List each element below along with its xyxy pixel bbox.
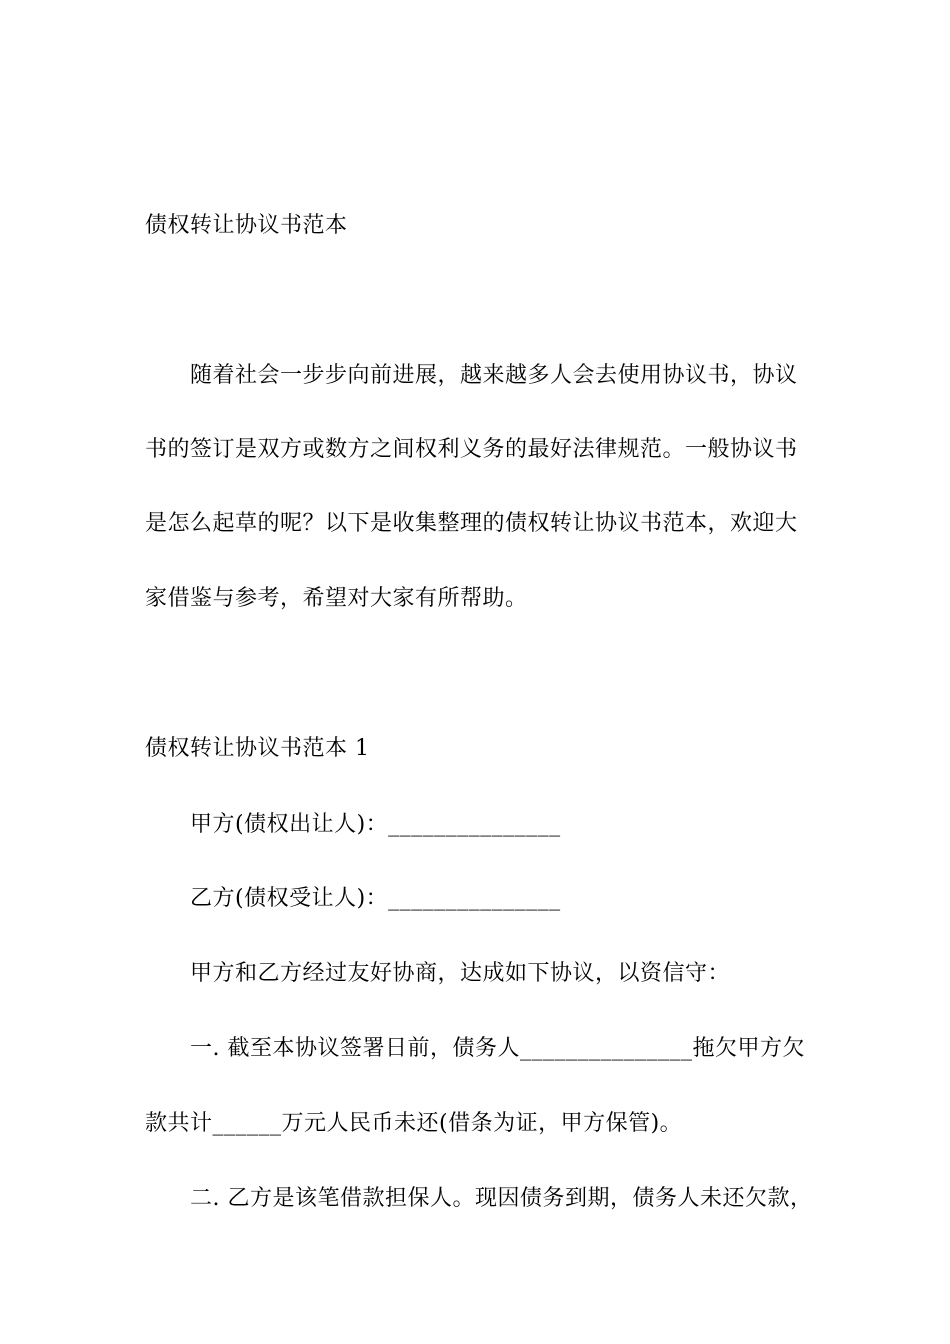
clause-1-line-1: 一. 截至本协议签署日前，债务人_______________拖欠甲方欠 [190, 1036, 805, 1061]
clause-1-line-2: 款共计______万元人民币未还(借条为证，甲方保管)。 [145, 1111, 683, 1136]
intro-line-3: 是怎么起草的呢？以下是收集整理的债权转让协议书范本，欢迎大 [145, 511, 798, 536]
intro-line-4: 家借鉴与参考，希望对大家有所帮助。 [145, 586, 528, 611]
agreement-intro: 甲方和乙方经过友好协商，达成如下协议，以资信守： [190, 961, 731, 986]
clause-2-line-1: 二. 乙方是该笔借款担保人。现因债务到期，债务人未还欠款， [190, 1186, 813, 1211]
document-title: 债权转让协议书范本 [145, 213, 348, 238]
party-a-line: 甲方(债权出让人)：_______________ [190, 812, 561, 837]
section-title: 债权转让协议书范本 1 [145, 736, 370, 761]
intro-line-2: 书的签订是双方或数方之间权利义务的最好法律规范。一般协议书 [145, 437, 798, 462]
intro-line-1: 随着社会一步步向前进展，越来越多人会去使用协议书，协议 [190, 363, 798, 388]
party-b-line: 乙方(债权受让人)：_______________ [190, 886, 561, 911]
